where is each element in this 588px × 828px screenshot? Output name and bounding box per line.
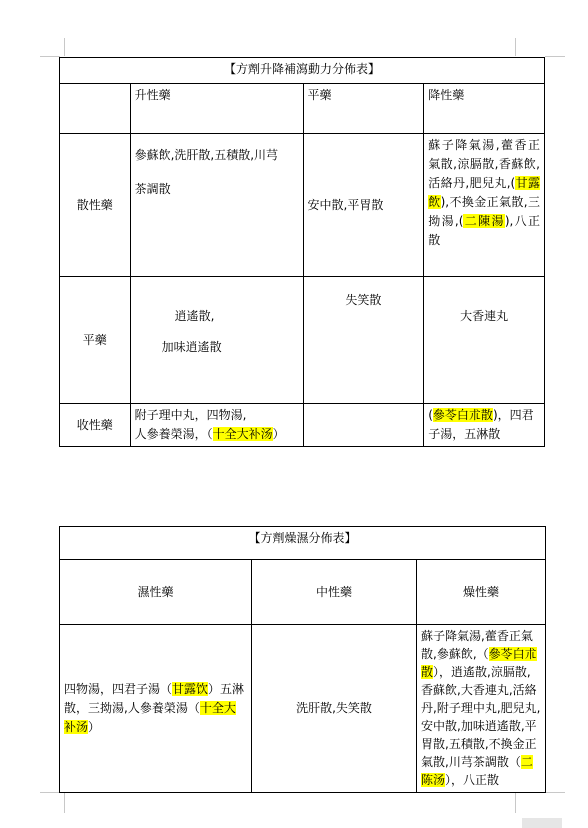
col-header-descending: 降性藥: [424, 84, 545, 134]
cell-astringent-neutral: [303, 404, 424, 447]
cell-line: [135, 425, 299, 444]
cell-line: 加味逍遙散: [161, 340, 222, 354]
row-label-dispersing: 散性藥: [60, 134, 131, 277]
cell-text: 人參養榮湯，（: [134, 427, 213, 441]
cell-text: ），八正散: [445, 773, 500, 787]
cell-text: ）: [272, 427, 285, 441]
cell-text: ）: [88, 720, 101, 734]
cell-dispersing-ascending: [130, 134, 303, 277]
cell-text: ),八正散: [428, 214, 540, 247]
ascent-descent-table: [59, 57, 545, 447]
col-header-neutral: 平藥: [303, 84, 424, 134]
cell-astringent-ascending: [130, 404, 303, 447]
highlighted-formula: 二陳湯: [463, 214, 505, 228]
col-header-dry: 燥性藥: [417, 560, 546, 625]
cell-text: )，四君子湯，五淋散: [428, 408, 534, 441]
cell-dispersing-neutral: 安中散,平胃散: [303, 134, 424, 277]
highlighted-formula: 甘露飲: [428, 176, 540, 209]
cell-text: ),不換金正氣散,三拗湯,(: [428, 195, 540, 228]
col-header-ascending: 升性藥: [130, 84, 303, 134]
cell-neutral-neutral: 失笑散: [303, 277, 424, 404]
crop-mark: [545, 792, 565, 793]
page-edge: [522, 818, 562, 828]
cell-text: 蘇子降氣湯,藿香正氣散,參蘇飲,（: [421, 629, 533, 661]
cell-line: 參蘇飲,洗肝散,五積散,川芎: [134, 148, 279, 162]
crop-mark: [515, 38, 516, 56]
table-title: 【方劑升降補瀉動力分佈表】: [60, 58, 545, 84]
highlighted-formula: 參苓白朮散: [421, 647, 537, 679]
cell-dry: [417, 625, 546, 793]
highlighted-formula: 二陈汤: [421, 755, 533, 787]
crop-mark: [64, 38, 65, 56]
cell-neutral-descending: 大香連丸: [424, 277, 545, 404]
row-label-astringent: 收性藥: [60, 404, 131, 447]
highlighted-formula: 甘露饮: [172, 682, 209, 696]
row-label-neutral: 平藥: [60, 277, 131, 404]
col-header-neutral: 中性藥: [252, 560, 417, 625]
cell-neutral-ascending: [130, 277, 303, 404]
cell-text: 蘇子降氣湯,藿香正氣散,涼膈散,香蘇飲,活絡丹,肥兒丸,(: [428, 138, 540, 190]
cell-neutral: 洗肝散,失笑散: [252, 625, 417, 793]
cell-line: 茶調散: [134, 182, 171, 196]
highlighted-formula: 參苓白朮散: [432, 408, 493, 422]
highlighted-formula: 十全大补汤: [64, 701, 236, 734]
crop-mark: [40, 792, 60, 793]
cell-text: (: [428, 408, 433, 422]
cell-text: 四物湯，四君子湯（: [64, 682, 173, 696]
dry-damp-table: [59, 526, 546, 793]
table-title: 【方劑燥濕分佈表】: [60, 527, 546, 560]
cell-text: ），逍遙散,涼膈散,香蘇飲,大香連丸,活絡丹,附子理中丸,肥兒丸,安中散,加味逍遙散,平胃散,五積散,不換金正氣散,川芎茶調散（: [421, 665, 541, 769]
header-corner: [60, 84, 131, 134]
crop-mark: [515, 793, 516, 813]
cell-dispersing-descending: [424, 134, 545, 277]
highlighted-formula: 十全大补汤: [212, 427, 273, 441]
crop-mark: [545, 56, 565, 57]
crop-mark: [64, 793, 65, 813]
crop-mark: [40, 56, 60, 57]
col-header-damp: 濕性藥: [60, 560, 252, 625]
cell-line: 逍遙散,: [174, 309, 215, 323]
cell-damp: [60, 625, 252, 793]
cell-text: ）五淋散，三拗湯,人參養榮湯（: [64, 682, 245, 715]
cell-line: 附子理中丸，四物湯,: [134, 408, 247, 422]
cell-astringent-descending: [424, 404, 545, 447]
